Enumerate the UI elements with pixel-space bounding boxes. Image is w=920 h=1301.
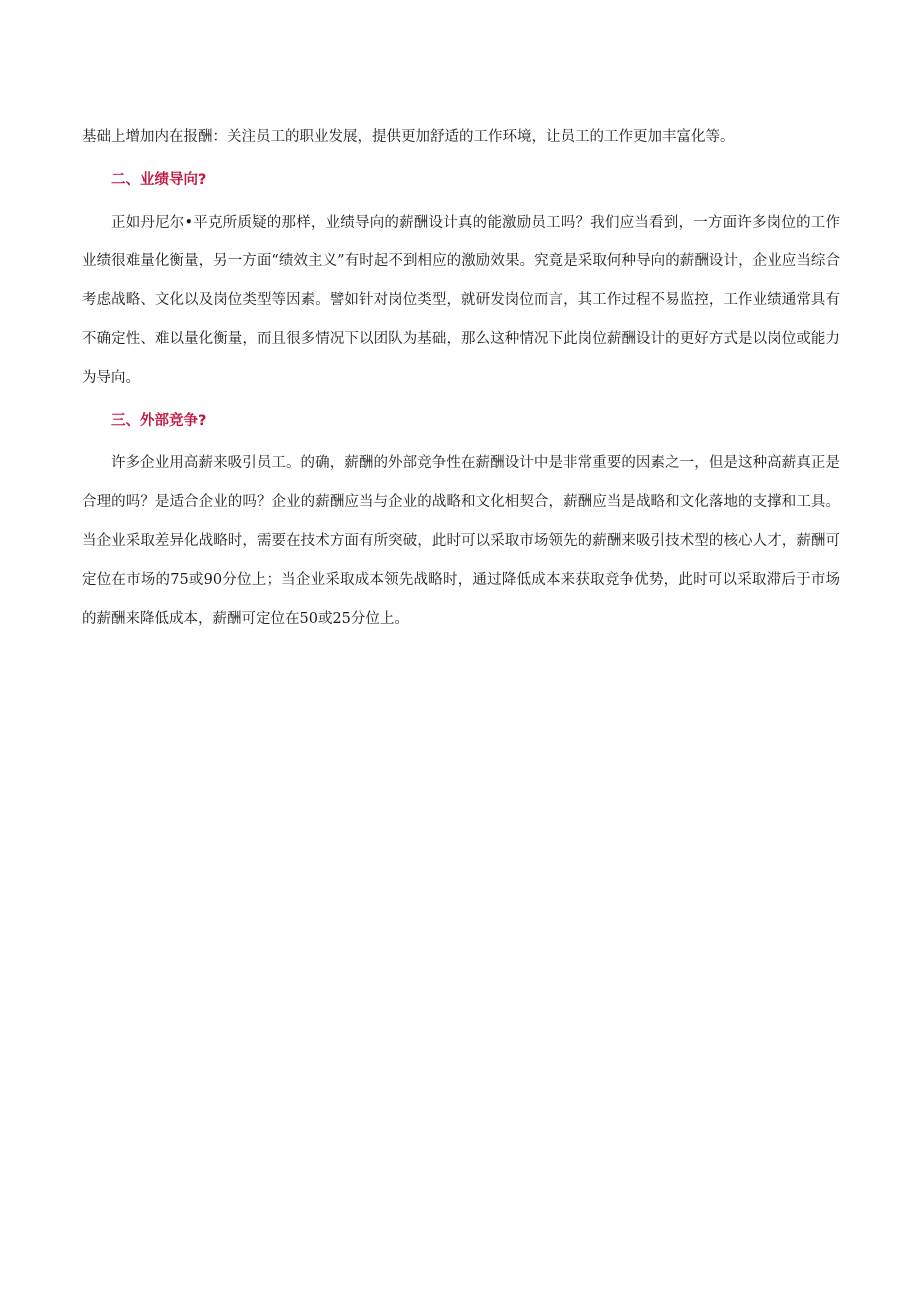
paragraph-intro: 基础上增加内在报酬：关注员工的职业发展，提供更加舒适的工作环境，让员工的工作更加丰富化等。 <box>82 129 735 145</box>
paragraph-performance: 正如丹尼尔•平克所质疑的那样，业绩导向的薪酬设计真的能激励员工吗？我们应当看到，一方面许多岗位的工作业绩很难量化衡量，另一方面“绩效主义”有时起不到相应的激励效果。究竟是采取何种导向的薪酬设计，企业应当综合考虑战略、文化以及岗位类型等因素。譬如针对岗位类型，就研发岗位而言，其工作过程不易监控，工作业绩通常具有不确定性、难以量化衡量，而且很多情况下以团队为基础，那么这种情况下此岗位薪酬设计的更好方式是以岗位或能力为导向。 <box>82 214 840 386</box>
section-heading-external-competition: 三、外部竞争? <box>111 412 207 429</box>
section-heading-performance: 二、业绩导向? <box>111 171 207 188</box>
document-body <box>82 118 840 638</box>
paragraph-external-competition: 许多企业用高薪来吸引员工。的确，薪酬的外部竞争性在薪酬设计中是非常重要的因素之一，但是这种高薪真正是合理的吗？是适合企业的吗？企业的薪酬应当与企业的战略和文化相契合，薪酬应当是战略和文化落地的支撑和工具。当企业采取差异化战略时，需要在技术方面有所突破，此时可以采取市场领先的薪酬来吸引技术型的核心人才，薪酬可定位在市场的75或90分位上；当企业采取成本领先战略时，通过降低成本来获取竞争优势，此时可以采取滞后于市场的薪酬来降低成本，薪酬可定位在50或25分位上。 <box>82 455 840 627</box>
